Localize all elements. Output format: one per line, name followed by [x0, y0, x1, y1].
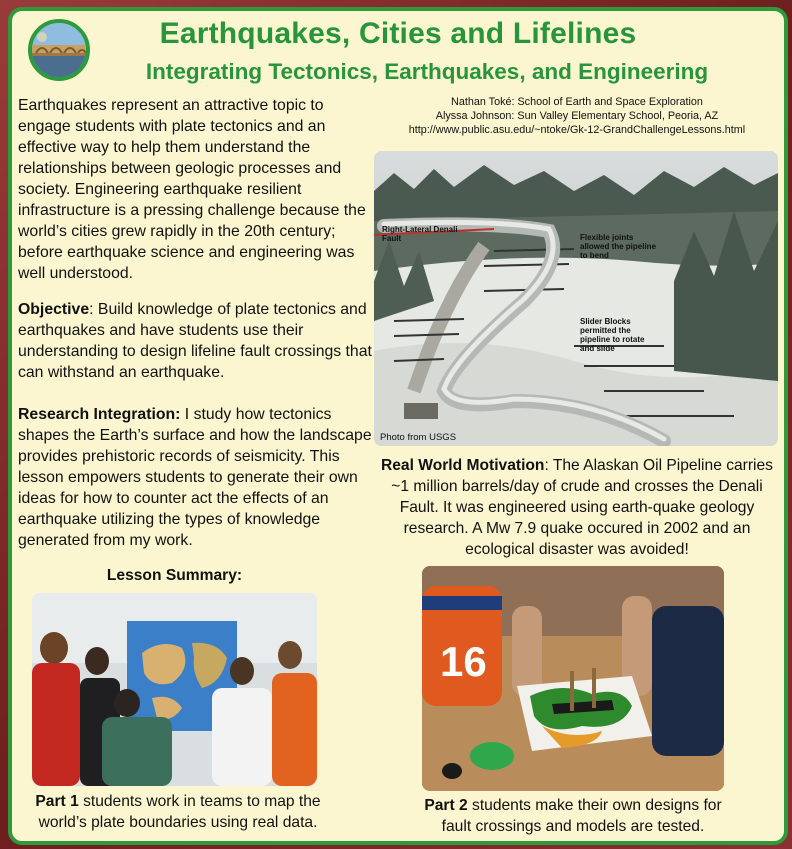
intro-paragraph: Earthquakes represent an attractive topic to engage students with plate tectonics and an effective way to help them understand the relationships between geologic processes and society. Engineering earthquake resilient infrastructure is a pressing challenge because the world’s cities grew rapidly in the 20th century; before earthquake science and engineering was well understood.	[18, 97, 366, 282]
research-text: I study how tectonics shapes the Earth’s surface and how the landscape provides prehistoric records of seismicity. This lesson empowers students to generate their own ideas for how to counter act the effects of an earthquake utilizing the types of knowledge generated from my work.	[18, 406, 372, 549]
part2-model-photo	[422, 566, 724, 791]
part2-label: Part 2	[424, 797, 468, 814]
objective-label: Objective	[18, 301, 90, 318]
poster	[8, 7, 788, 845]
page-title: Earthquakes, Cities and Lifelines	[159, 17, 637, 50]
motivation-caption	[376, 455, 778, 560]
motivation-text: : The Alaskan Oil Pipeline carries ~1 million barrels/day of crude and crosses the Denali Fault. It was engineered using earth-quake geology research. A Mw 7.9 quake occured in 2002 and an ecological disaster was avoided!	[391, 457, 773, 558]
motivation-label: Real World Motivation	[381, 457, 545, 474]
author-line-1: Nathan Toké: School of Earth and Space Exploration	[451, 96, 703, 108]
jersey-number: 16	[440, 638, 487, 685]
part2-caption	[408, 795, 738, 837]
fault-label: Right-Lateral Denali Fault	[382, 225, 458, 243]
flexible-joints-label: Flexible joints allowed the pipeline to bend	[580, 233, 657, 260]
lesson-url-link[interactable]: http://www.public.asu.edu/~ntoke/Gk-12-GrandChallengeLessons.html	[408, 124, 746, 136]
page-subtitle: Integrating Tectonics, Earthquakes, and Engineering	[145, 59, 709, 84]
research-paragraph	[18, 404, 373, 551]
part1-caption	[18, 791, 338, 833]
pipeline-photo	[374, 151, 778, 446]
author-line-2: Alyssa Johnson: Sun Valley Elementary School, Peoria, AZ	[435, 110, 719, 122]
part1-classroom-photo	[32, 593, 317, 786]
lesson-summary-heading: Lesson Summary:	[106, 567, 243, 584]
part2-text: students make their own designs for fault crossings and models are tested.	[441, 797, 722, 835]
slider-blocks-label: Slider Blocks permitted the pipeline to rotate and slide	[580, 317, 645, 353]
objective-paragraph	[18, 299, 373, 383]
objective-text: : Build knowledge of plate tectonics and earthquakes and have students use their understanding to design lifeline fault crossings that can withstand an earthquake.	[18, 301, 372, 381]
part1-label: Part 1	[35, 793, 79, 810]
part1-text: students work in teams to map the world’s plate boundaries using real data.	[38, 793, 321, 831]
research-label: Research Integration:	[18, 406, 181, 423]
photo-credit: Photo from USGS	[380, 432, 457, 443]
